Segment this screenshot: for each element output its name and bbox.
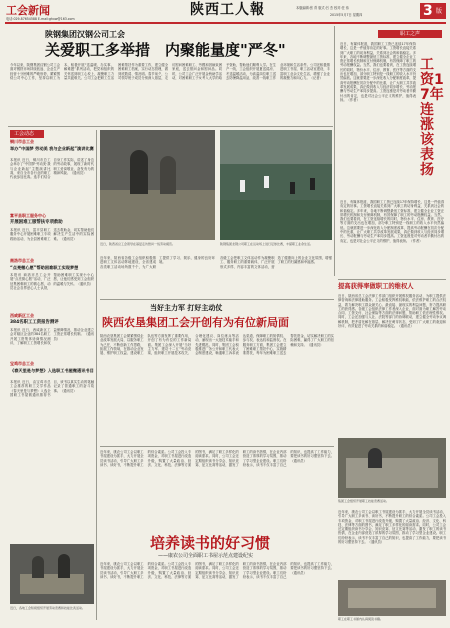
section-name: 工会新闻 [6,4,50,17]
middle-photo-left [100,130,215,240]
masthead-rule [5,22,446,24]
lead-body: 今年以来，陕钢集团汉钢公司工会面对钢铁市场持续低迷、企业生产经营十分困难的严峻形势，紧紧围绕公司中心工作，坚持以职工为本，积极开展“送温暖、办实事、解难题”系列活动，把党和组织的关怀送到职工心坎上，凝聚职工力量共渡难关。公司工会把职工生活困难帮扶作为重要工作，建立健全困难职工档案，实行动态管理，做到底数清、情况明。春节前夕，公司领导班子成员分别深入基层，走访慰问困难职工、劳模和因病致困家庭，送去慰问金和慰问品。同时，公司工会广泛开展金秋助学活动，对困难职工子女考入大学的给予资助，帮助他们顺利入学。在生产一线，工会组织开展夏送清凉、冬送温暖活动，为高温岗位职工送去防暑降温用品，改善一线职工作业环境和生活条件。公司还积极推进职工书屋、职工活动室建设，丰富职工业余文化生活，增强了企业的凝聚力和向心力。（记者） [10,63,330,80]
lead-headline: 关爱职工多举措 内聚能量度"严冬" [45,41,286,59]
news-column-label: 工会动态 [10,130,44,138]
editors-line: 本版编辑:张 青 版式:吕 杰 校对:任 伟 [296,6,349,10]
news-column-photo-caption: 近日，各地工会积极组织开展劳动竞赛和技能比武活动。 [10,606,86,610]
news-source-1: 铜川市总工会 [10,139,34,144]
news-headline-4: 384名职工工资报告测评 [10,320,59,325]
issue-date: 2015年5月7日 星期四 [330,13,363,17]
news-body-2: 本报讯 近日，富平县职工服务中心开展困难职工专项救助活动，为全县困难职工送去救助金，切实帮助他们解决生产生活中的实际困难。（通讯员） [10,228,94,241]
middle-photo-right [220,130,332,240]
feature-photo-caption: 集团工会组织开展职工技能竞赛活动。 [338,499,390,503]
feature-headline: 陕西农垦集团工会开创有为有位新局面 [102,316,289,329]
news-headline-3: “点亮微心愿”帮助困难职工实现梦想 [10,265,79,270]
lead-bottom-rule [8,126,333,127]
lead-kicker: 陕钢集团汉钢公司工会 [45,30,125,39]
sidebar-label: 职工之声 [378,30,442,38]
news-body-1: 本报讯 近日，铜川市总工会举办了“中国梦·劳动美·我与企业新起”主题演讲比赛，来自全市各行业的职工代表参加比赛。选手们结合自身工作实际，讲述了身边的劳动故事，展现了新时代职工爱岗敬业、奋发有为的精神风貌。（通讯员） [10,158,94,180]
reading-headline: 培养读书的好习惯 [150,534,271,552]
reading-body-bottom: 近年来，康农公司工会以职工书屋建设为抓手，大力开展全员读书活动，引导广大职工多读书、读好书，不断提升职工的综合素质。公司工会投入专项资金，对职工书屋进行改造升级，购置了大量政治、经济、文化、科技、法律等方面的图书，满足了职工多样化的阅读需求。同时，公司工会还定期组织读书分享会、知识竞赛、征文比赛等活动，激发了职工的读书热情，在企业内部营造了浓厚的学习氛围，推动了学习型企业建设。职工们纷纷表示，读书不仅丰富了自己的知识，也提高了工作能力，要把读书的好习惯坚持下去。（通讯员） [100,562,334,579]
hotline: 电话:029-87654588 E-mail:ghxw@163.com [6,17,75,21]
reading-top-rule [100,446,334,447]
feature-top-rule [100,299,334,300]
news-headline-2: 开展困难工服帮扶专项救助 [10,220,63,225]
reading-body-top: 近年来，康农公司工会以职工书屋建设为抓手，大力开展全员读书活动，引导广大职工多读书、读好书，不断提升职工的综合素质。公司工会投入专项资金，对职工书屋进行改造升级，购置了大量政治、经济、文化、科技、法律等方面的图书，满足了职工多样化的阅读需求。同时，公司工会还定期组织读书分享会、知识竞赛、征文比赛等活动，激发了职工的读书热情，在企业内部营造了浓厚的学习氛围，推动了学习型企业建设。职工们纷纷表示，读书不仅丰富了自己的知识，也提高了工作能力，要把读书的好习惯坚持下去。（通讯员） [100,450,334,467]
page-number: 3 [423,3,433,19]
reading-kicker: ——康农公司全面职工书屋示范点建设纪实 [158,553,254,559]
right-story-body: 近日，陕西省总工会法律工作部门组织开展维权服务活动，为职工提供法律咨询和法律援助服务。工会积极发挥维权职能，依法维护职工的合法权益，着力解决职工群众最关心、最直接、最现实的利益问题，努力提高职工的获得感。各级工会组织法律工作者深入企业，面对面为职工解答劳动合同、工资支付、社会保险等方面的法律问题，帮助职工依法理性维权。同时，工会还加强与人社、法院等部门的协调联动，建立健全劳动争议调解机制，把矛盾化解在基层、解决在萌芽状态，受到了广大职工的欢迎和好评，有效促进了劳动关系的和谐稳定。（通讯员） [338,294,446,329]
sidebar-body: 近日，有媒体报道，我国职工工资已连续17年保持增长，这是一件值得肯定的好事。工资增长直接关系到广大职工的切身利益，关系到社会的和谐稳定。多年来，各地不断调整最低工资标准，建立健全企业工资正常增长机制和支付保障机制，有效保障了职工的劳动报酬权益。当然，我们也要看到，在工资连续增长的同时，物价水平、住房、教育、医疗等方面的支出也在增加，部分职工特别是一线职工的收入水平仍然偏低。这就需要进一步深化收入分配制度改革，提高劳动报酬在初次分配中的比重，让广大职工共享改革发展成果，真正做到收入与经济同步增长、劳动报酬与劳动生产率同步提高。工资连涨是对劳动者辛勤付出的肯定，也是对社会公平正义的维护，值得表扬。（作者） [340,42,416,102]
page-label: 版 [436,8,443,15]
sidebar-divider [334,26,335,276]
feature-body: 陕西农垦集团工会紧紧围绕企业改革发展大局，以服务职工为己任，不断创新工作思路，拓展工作领域，在推动企业发展、维护职工权益、建设职工队伍等方面发挥了重要作用，开创了有为有位的工作新局面。集团工会深入开展“当好主力军、建功十二五”劳动竞赛，组织职工开展技术攻关、合理化建议、岗位练兵等活动，涌现出一大批技术能手和先进模范。同时，集团工会积极推进厂务公开和职工代表大会制度建设，畅通职工诉求表达渠道，保障职工的知情权、参与权、表达权和监督权。在服务职工方面，集团工会建立了困难职工帮扶中心，实施精准帮扶，每年为困难职工送去帮扶资金，切实解决职工的实际困难，赢得了广大职工的信赖和支持。（通讯员） [100,334,334,356]
sidebar-headline: 工资17年连涨该表扬 [420,57,444,178]
news-source-5: 宝鸡市总工会 [10,361,34,366]
middle-caption-right: 陕钢集团龙钢公司职工在运动场上进行足球比赛，丰富职工业余生活。 [220,242,314,246]
middle-body-left: 近年来，陕西省各级工会组织积极推进职工文体活动阵地建设，全省建成各类职工活动场所数千个，为广大职工提供了学习、娱乐、健身的良好环境。 [100,256,215,269]
news-source-2: 富平县职工服务中心 [10,213,46,218]
newspaper-name: 陕西工人報 [190,2,265,18]
news-headline-1: 举办“中国梦 劳动美 我与企业新起”演讲比赛 [10,146,94,151]
feature-photo [338,438,446,498]
right-story-rule [338,279,446,280]
news-source-4: 西咸新区工会 [10,313,34,318]
news-body-4: 本报讯 近日，西咸新区工会对辖区企业的384名职工开展工资集体协商情况测评，了解职工工资增长和权益保障情况，推动企业建立工资正常增长机制。（通讯员） [10,328,94,345]
feature-kicker: 当好主力军 打好主动仗 [150,304,223,312]
sidebar-body-lower: 近日，有媒体报道，我国职工工资已连续17年保持增长，这是一件值得肯定的好事。工资增长直接关系到广大职工的切身利益，关系到社会的和谐稳定。多年来，各地不断调整最低工资标准，建立健全企业工资正常增长机制和支付保障机制，有效保障了职工的劳动报酬权益。当然，我们也要看到，在工资连续增长的同时，物价水平、住房、教育、医疗等方面的支出也在增加，部分职工特别是一线职工的收入水平仍然偏低。这就需要进一步深化收入分配制度改革，提高劳动报酬在初次分配中的比重，让广大职工共享改革发展成果，真正做到收入与经济同步增长、劳动报酬与劳动生产率同步提高。工资连涨是对劳动者辛勤付出的肯定，也是对社会公平正义的维护，值得表扬。（作者） [340,200,444,274]
middle-caption-left: 近日，陕西省总工会领导在基层走访慰问一线劳动模范。 [100,242,176,246]
right-story-headline: 提高获得率做职工的维权人 [338,283,414,290]
middle-body-right: 各级工会把职工文体活动作为凝聚职工、服务职工的重要载体，广泛开展形式多样、内容丰富的文体活动，营造了健康向上的企业文化氛围，增强了职工的归属感和幸福感。 [220,256,332,269]
news-body-5: 本报讯 近日，由宝鸡市总工会推荐的职工文学作品《春天里是与梦想》入选全国职工书屋微通讯推荐书目，该书以真实生动的笔触记录了普通职工的奋斗故事。（通讯员） [10,380,94,397]
page-number-box [420,3,446,19]
reading-photo [338,580,446,616]
reading-photo-caption: 职工在职工书屋内认真阅读书籍。 [338,617,384,621]
news-column-photo [10,544,94,604]
news-source-3: 商洛市总工会 [10,258,34,263]
reading-body-right: 近年来，康农公司工会以职工书屋建设为抓手，大力开展全员读书活动，引导广大职工多读书、读好书，不断提升职工的综合素质。公司工会投入专项资金，对职工书屋进行改造升级，购置了大量政治、经济、文化、科技、法律等方面的图书，满足了职工多样化的阅读需求。同时，公司工会还定期组织读书分享会、知识竞赛、征文比赛等活动，激发了职工的读书热情，在企业内部营造了浓厚的学习氛围，推动了学习型企业建设。职工们纷纷表示，读书不仅丰富了自己的知识，也提高了工作能力，要把读书的好习惯坚持下去。（通讯员） [338,510,446,545]
news-headline-5: 《春天里是与梦想》入选职工书屋微通讯书目 [10,368,94,373]
news-body-3: 本报讯 商洛市总工会开展“点亮微心愿”活动，广泛征集困难职工的微心愿，动员社会各界爱心人士认领，帮助困难职工实现小小心愿，让他们感受到工会组织的温暖与关怀。（通讯员） [10,273,94,290]
news-column-divider [96,130,97,620]
masthead [0,0,450,23]
